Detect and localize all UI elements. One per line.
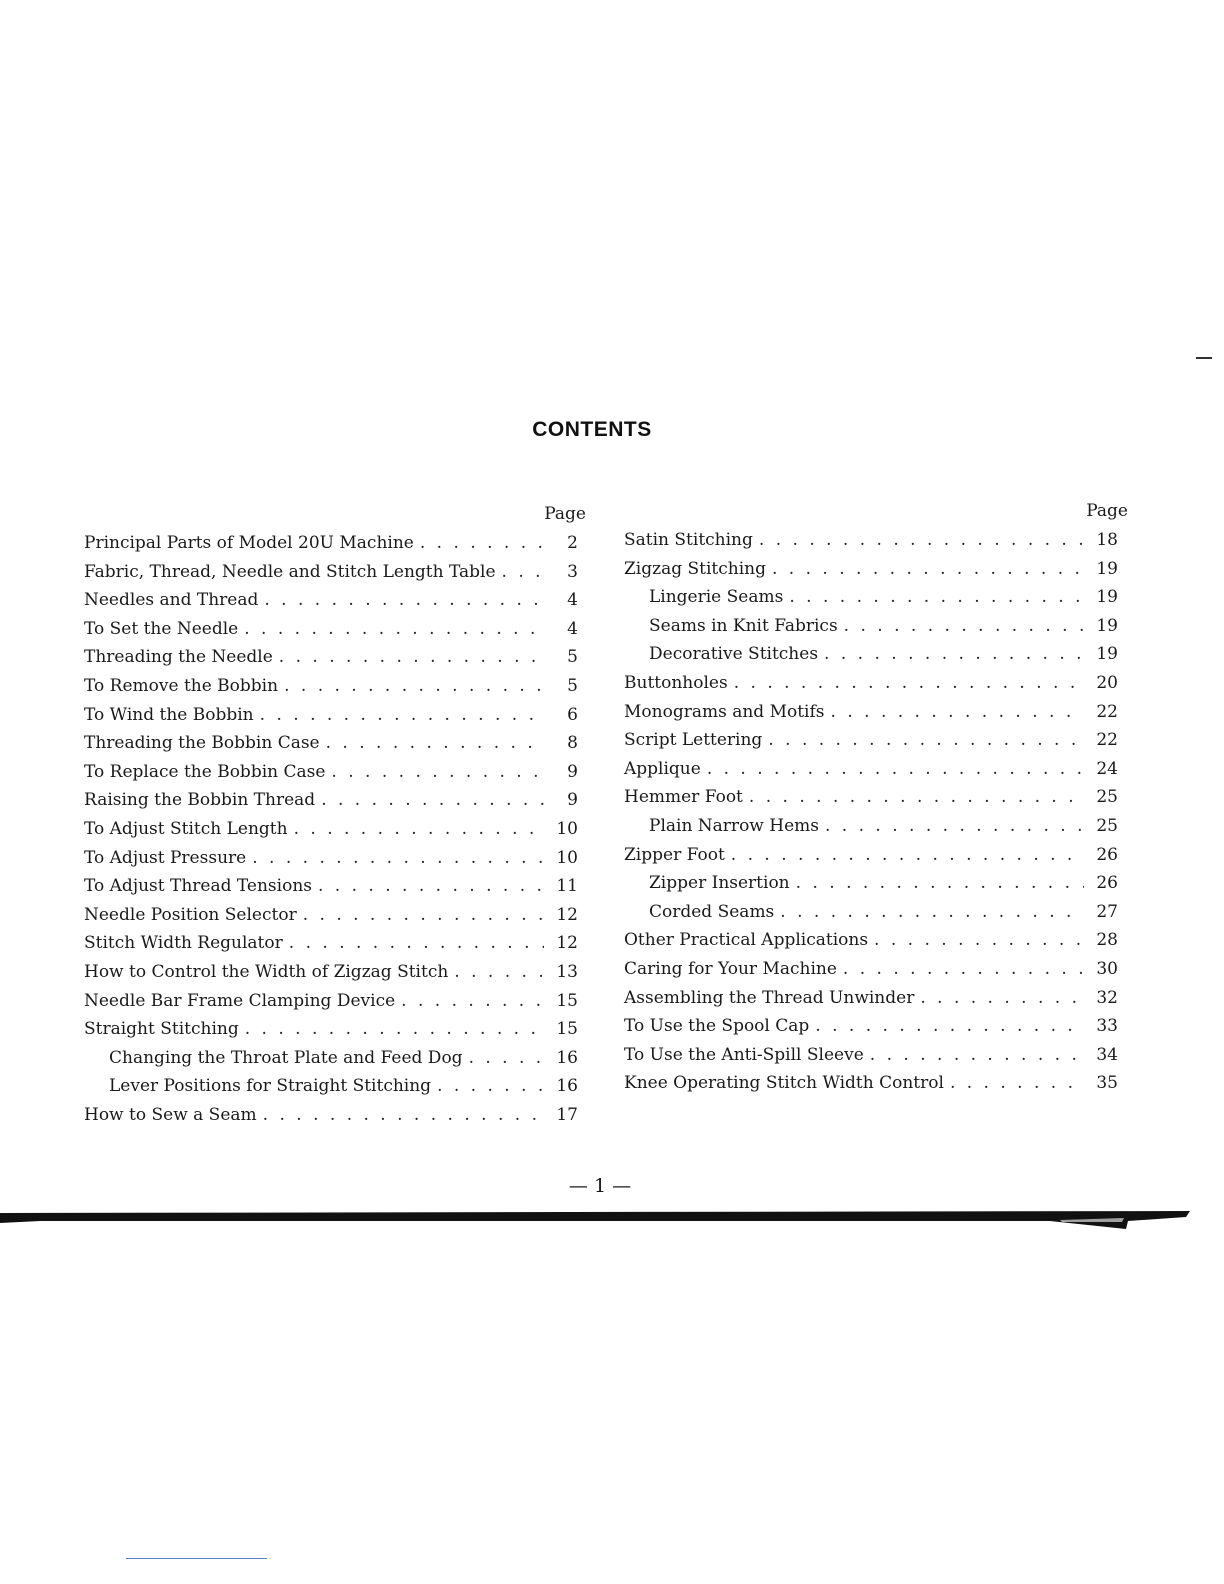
toc-entry-page: 32 [1096, 987, 1118, 1008]
toc-entry [84, 1044, 578, 1073]
dot-leader [263, 1101, 544, 1130]
scan-artifact-line [126, 1558, 267, 1559]
toc-entry [624, 926, 1118, 955]
toc-entry-label: Hemmer Foot [624, 787, 743, 808]
toc-entry [84, 672, 578, 701]
dot-leader [825, 812, 1084, 841]
toc-right-column [624, 497, 1128, 1098]
toc-entry-page: 10 [556, 847, 578, 868]
toc-entry-page: 9 [567, 761, 578, 782]
toc-entry [84, 1015, 578, 1044]
toc-entry-page: 2 [567, 533, 578, 553]
toc-entry [624, 812, 1118, 841]
dot-leader [731, 841, 1084, 870]
toc-entry-page: 18 [1096, 530, 1118, 550]
toc-entry [84, 1101, 578, 1130]
toc-entry-label: Raising the Bobbin Thread [84, 790, 316, 811]
toc-entry [84, 958, 578, 987]
dot-leader [331, 758, 544, 787]
dot-leader [294, 815, 544, 844]
toc-entry-page: 17 [556, 1104, 578, 1125]
dot-leader [707, 755, 1084, 784]
toc-entry-label: Monograms and Motifs [624, 701, 825, 722]
toc-entry-label: Straight Stitching [84, 1019, 239, 1040]
toc-left-column [84, 500, 586, 1129]
toc-entry-label: To Remove the Bobbin [84, 675, 279, 696]
toc-entry-label: To Replace the Bobbin Case [84, 761, 326, 782]
toc-entry-label: Needle Bar Frame Clamping Device [84, 990, 396, 1011]
dot-leader [284, 672, 544, 701]
dot-leader [469, 1044, 544, 1073]
toc-entry [84, 701, 578, 730]
dot-leader [789, 583, 1084, 612]
toc-entry-page: 10 [556, 818, 578, 839]
toc-entry-label: To Adjust Thread Tensions [84, 876, 312, 897]
dot-leader [244, 615, 544, 644]
toc-entry-label: To Adjust Stitch Length [84, 818, 288, 839]
toc-entry [624, 1012, 1118, 1041]
toc-entry-page: 11 [556, 876, 578, 897]
toc-entry-label: To Use the Spool Cap [624, 1016, 810, 1037]
toc-entry-label: Lingerie Seams [649, 587, 784, 608]
toc-entry-label: Principal Parts of Model 20U Machine [84, 533, 414, 553]
toc-entry-label: Decorative Stitches [649, 644, 819, 665]
toc-entry-page: 19 [1096, 644, 1118, 665]
toc-entry-label: Script Lettering [624, 730, 763, 751]
toc-entry-label: Corded Seams [649, 901, 775, 922]
toc-entry-page: 33 [1096, 1016, 1118, 1037]
toc-entry [624, 583, 1118, 612]
toc-entry-label: To Use the Anti-Spill Sleeve [624, 1044, 864, 1065]
dot-leader [796, 869, 1084, 898]
dot-leader [279, 643, 544, 672]
dot-leader [759, 526, 1084, 555]
toc-entry [84, 786, 578, 815]
toc-entry-label: Zigzag Stitching [624, 558, 766, 579]
dot-leader [874, 926, 1084, 955]
toc-entry-page: 8 [567, 733, 578, 754]
toc-entry-page: 26 [1096, 873, 1118, 894]
dot-leader [454, 958, 544, 987]
toc-entry-label: Seams in Knit Fabrics [649, 615, 838, 636]
toc-entry [84, 929, 578, 958]
dot-leader [260, 701, 544, 730]
toc-entry [84, 844, 578, 873]
toc-entry [624, 783, 1118, 812]
toc-entry-label: Buttonholes [624, 672, 728, 693]
toc-entry-page: 22 [1096, 701, 1118, 722]
toc-entry-page: 16 [556, 1047, 578, 1068]
toc-entry-page: 13 [556, 961, 578, 982]
toc-entry-page: 20 [1096, 672, 1118, 693]
toc-entry-label: Threading the Needle [84, 647, 273, 668]
toc-entry-page: 34 [1096, 1044, 1118, 1065]
toc-entry-label: Needles and Thread [84, 590, 259, 611]
toc-entry-page: 25 [1096, 815, 1118, 836]
dot-leader [870, 1041, 1084, 1070]
toc-entry-label: Zipper Foot [624, 844, 725, 865]
toc-entry [84, 1072, 578, 1101]
toc-entry [624, 955, 1118, 984]
toc-entry [624, 612, 1118, 641]
toc-entry-label: How to Sew a Seam [84, 1104, 257, 1125]
toc-entry-label: Applique [624, 758, 701, 779]
toc-entry-label: Stitch Width Regulator [84, 933, 283, 954]
toc-entry-page: 5 [567, 647, 578, 668]
toc-entry-page: 22 [1096, 730, 1118, 751]
toc-entry-page: 16 [556, 1076, 578, 1097]
toc-entry-label: Threading the Bobbin Case [84, 733, 320, 754]
toc-entry [624, 869, 1118, 898]
toc-entry-page: 12 [556, 904, 578, 925]
toc-entry [84, 643, 578, 672]
toc-entry-page: 24 [1096, 758, 1118, 779]
dot-leader [815, 1012, 1084, 1041]
toc-entry [84, 558, 578, 587]
toc-entries-left [84, 529, 578, 1129]
toc-entry [624, 841, 1118, 870]
toc-entry [624, 726, 1118, 755]
dot-leader [303, 901, 544, 930]
dot-leader [264, 586, 544, 615]
toc-entry-page: 15 [556, 990, 578, 1011]
toc-entry-label: Fabric, Thread, Needle and Stitch Length Table [84, 561, 496, 582]
toc-entry [624, 698, 1118, 727]
dot-leader [502, 558, 544, 587]
toc-entry [84, 529, 578, 558]
dot-leader [734, 669, 1084, 698]
dot-leader [768, 726, 1084, 755]
toc-entry-page: 4 [567, 618, 578, 639]
toc-entry [624, 640, 1118, 669]
toc-entry [84, 872, 578, 901]
toc-entry [624, 555, 1118, 584]
dot-leader [321, 786, 544, 815]
toc-entry-page: 26 [1096, 844, 1118, 865]
toc-entry [84, 815, 578, 844]
toc-entry-label: Changing the Throat Plate and Feed Dog [109, 1047, 463, 1068]
dot-leader [420, 529, 544, 558]
toc-entry [84, 987, 578, 1016]
dot-leader [843, 955, 1084, 984]
toc-entry-label: Plain Narrow Hems [649, 815, 819, 836]
toc-entry-page: 19 [1096, 558, 1118, 579]
toc-entry-label: Assembling the Thread Unwinder [624, 987, 915, 1008]
toc-entry [624, 755, 1118, 784]
toc-entry-page: 28 [1096, 930, 1118, 951]
toc-entries-right [624, 526, 1118, 1098]
dot-leader [326, 729, 544, 758]
dot-leader [844, 612, 1084, 641]
toc-entry-label: Needle Position Selector [84, 904, 297, 925]
toc-entry-page: 19 [1096, 587, 1118, 608]
toc-entry [624, 1069, 1118, 1098]
toc-entry-page: 5 [567, 675, 578, 696]
dot-leader [831, 698, 1084, 727]
toc-entry [624, 984, 1118, 1013]
toc-entry-page: 3 [567, 561, 578, 582]
dot-leader [437, 1072, 544, 1101]
dot-leader [318, 872, 544, 901]
toc-entry [84, 729, 578, 758]
toc-entry-page: 12 [556, 933, 578, 954]
toc-entry-page: 15 [556, 1019, 578, 1040]
dot-leader [780, 898, 1084, 927]
page-number: — 1 — [568, 1175, 632, 1197]
toc-entry [84, 758, 578, 787]
toc-entry-page: 6 [567, 704, 578, 725]
toc-entry [624, 1041, 1118, 1070]
toc-entry-label: How to Control the Width of Zigzag Stitch [84, 961, 449, 982]
toc-entry-page: 4 [567, 590, 578, 611]
toc-entry-label: Lever Positions for Straight Stitching [109, 1076, 432, 1097]
toc-entry-page: 30 [1096, 958, 1118, 979]
toc-entry-page: 25 [1096, 787, 1118, 808]
dot-leader [772, 555, 1084, 584]
toc-entry [84, 586, 578, 615]
dot-leader [252, 844, 544, 873]
toc-entry [624, 898, 1118, 927]
page-column-heading: Page [544, 504, 586, 524]
toc-entry [624, 526, 1118, 555]
toc-entry-label: To Adjust Pressure [84, 847, 247, 868]
toc-entry-page: 9 [567, 790, 578, 811]
toc-entry-label: To Set the Needle [84, 618, 239, 639]
toc-entry-label: Knee Operating Stitch Width Control [624, 1073, 944, 1094]
toc-entry-label: Satin Stitching [624, 530, 753, 550]
toc-entry [84, 901, 578, 930]
toc-entry-page: 19 [1096, 615, 1118, 636]
dot-leader [824, 640, 1084, 669]
toc-entry-page: 27 [1096, 901, 1118, 922]
dot-leader [920, 984, 1084, 1013]
bottom-page-edge [0, 1209, 1190, 1229]
toc-entry [84, 615, 578, 644]
dot-leader [950, 1069, 1084, 1098]
toc-entry-page: 35 [1096, 1073, 1118, 1094]
dot-leader [245, 1015, 544, 1044]
edge-mark [1196, 357, 1212, 359]
toc-entry-label: To Wind the Bobbin [84, 704, 254, 725]
dot-leader [289, 929, 544, 958]
contents-title: CONTENTS [532, 418, 652, 441]
toc-entry [624, 669, 1118, 698]
dot-leader [749, 783, 1084, 812]
toc-entry-label: Caring for Your Machine [624, 958, 837, 979]
dot-leader [401, 987, 544, 1016]
toc-entry-label: Zipper Insertion [649, 873, 790, 894]
toc-entry-label: Other Practical Applications [624, 930, 869, 951]
page-column-heading: Page [1086, 501, 1128, 521]
